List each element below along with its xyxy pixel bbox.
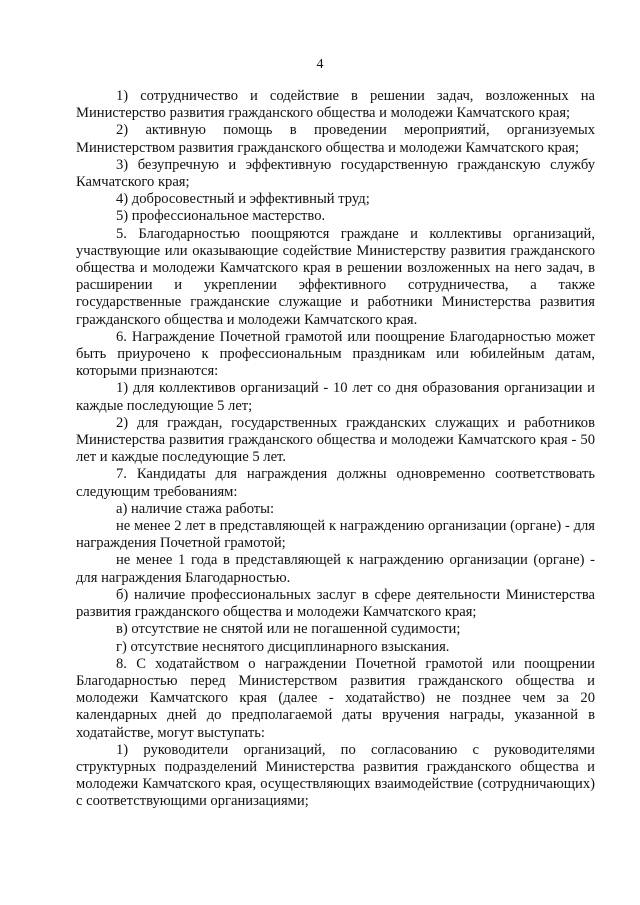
paragraph-section-7: 7. Кандидаты для награждения должны одновременно соответствовать следующим требованиям: (76, 466, 595, 500)
paragraph-section-7-item-a-1: не менее 2 лет в представляющей к награждению организации (органе) - для награждения Почетной грамотой; (76, 518, 595, 552)
paragraph-section-7-item-v: в) отсутствие не снятой или не погашенной судимости; (116, 621, 461, 638)
paragraph-section-5: 5. Благодарностью поощряются граждане и коллективы организаций, участвующие или оказывающие содействие Министерству развития гражданского общества и молодежи Камчатского края в решении возложенных на него задач, в расширении и укреплении эффективного сотрудничества, а также государственные гражданские служащие и работники Министерства развития гражданского общества и молодежи Камчатского края. (76, 225, 595, 328)
paragraph-section-8: 8. С ходатайством о награждении Почетной грамотой или поощрении Благодарностью перед Министерством развития гражданского общества и молодежи Камчатского края (далее - ходатайство) не позднее чем за 20 календарных дней до предполагаемой даты вручения награды, указанной в ходатайстве, могут выступать: (76, 655, 595, 741)
paragraph-clause-1: 1) сотрудничество и содействие в решении задач, возложенных на Министерство развития гражданского общества и молодежи Камчатского края; (76, 88, 595, 122)
paragraph-clause-4: 4) добросовестный и эффективный труд; (116, 191, 370, 208)
paragraph-clause-5: 5) профессиональное мастерство. (116, 208, 326, 225)
paragraph-section-6-item-1: 1) для коллективов организаций - 10 лет со дня образования организации и каждые последующие 5 лет; (76, 380, 595, 414)
document-body (76, 88, 595, 811)
page-number: 4 (316, 57, 324, 72)
paragraph-section-7-item-g: г) отсутствие неснятого дисциплинарного взыскания. (116, 638, 450, 655)
paragraph-section-7-item-a-2: не менее 1 года в представляющей к награждению организации (органе) - для награждения Благодарностью. (76, 552, 595, 586)
paragraph-section-6: 6. Награждение Почетной грамотой или поощрение Благодарностью может быть приурочено к профессиональным праздникам или юбилейным датам, которыми признаются: (76, 328, 595, 380)
paragraph-section-6-item-2: 2) для граждан, государственных гражданских служащих и работников Министерства развития гражданского общества и молодежи Камчатского края - 50 лет и каждые последующие 5 лет. (76, 414, 595, 466)
paragraph-section-7-item-b: б) наличие профессиональных заслуг в сфере деятельности Министерства развития гражданского общества и молодежи Камчатского края; (76, 586, 595, 621)
paragraph-section-7-item-a: а) наличие стажа работы: (116, 500, 275, 517)
paragraph-section-8-item-1: 1) руководители организаций, по согласованию с руководителями структурных подразделений Министерства развития гражданского общества и молодежи Камчатского края, осуществляющих взаимодействие (сотрудничающих) с соответствующими организациями; (76, 741, 595, 810)
paragraph-clause-3: 3) безупречную и эффективную государственную гражданскую службу Камчатского края; (76, 156, 595, 191)
paragraph-clause-2: 2) активную помощь в проведении мероприятий, организуемых Министерством развития гражданского общества и молодежи Камчатского края; (76, 122, 595, 156)
